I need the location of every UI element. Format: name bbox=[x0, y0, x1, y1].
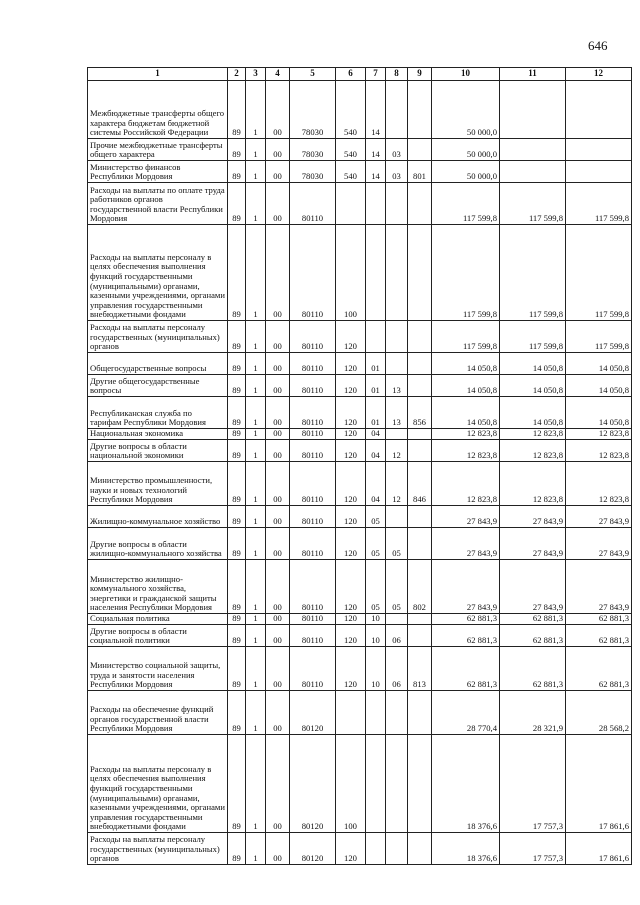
col-9 bbox=[408, 375, 432, 397]
col-2: 89 bbox=[228, 353, 246, 375]
amount-12: 62 881,3 bbox=[566, 625, 632, 647]
col-6: 120 bbox=[336, 528, 366, 560]
table-row bbox=[88, 691, 632, 735]
col-7: 14 bbox=[366, 81, 386, 139]
col-5: 80110 bbox=[290, 506, 336, 528]
col-4: 00 bbox=[266, 528, 290, 560]
amount-11 bbox=[500, 161, 566, 183]
table-row bbox=[88, 225, 632, 321]
table-row bbox=[88, 353, 632, 375]
table-row bbox=[88, 440, 632, 462]
col-2: 89 bbox=[228, 321, 246, 353]
column-header-10: 10 bbox=[432, 68, 500, 81]
col-2: 89 bbox=[228, 735, 246, 833]
amount-12: 14 050,8 bbox=[566, 353, 632, 375]
col-3: 1 bbox=[246, 833, 266, 865]
col-4: 00 bbox=[266, 625, 290, 647]
amount-10: 14 050,8 bbox=[432, 375, 500, 397]
col-9 bbox=[408, 625, 432, 647]
col-7: 14 bbox=[366, 139, 386, 161]
table-row bbox=[88, 647, 632, 691]
column-header-12: 12 bbox=[566, 68, 632, 81]
amount-11: 12 823,8 bbox=[500, 440, 566, 462]
col-7 bbox=[366, 691, 386, 735]
table-row bbox=[88, 139, 632, 161]
amount-10: 18 376,6 bbox=[432, 735, 500, 833]
col-8 bbox=[386, 691, 408, 735]
amount-10: 27 843,9 bbox=[432, 528, 500, 560]
table-row bbox=[88, 833, 632, 865]
amount-12: 62 881,3 bbox=[566, 647, 632, 691]
col-5: 80110 bbox=[290, 528, 336, 560]
column-header-7: 7 bbox=[366, 68, 386, 81]
col-8 bbox=[386, 353, 408, 375]
col-2: 89 bbox=[228, 375, 246, 397]
row-name: Национальная экономика bbox=[88, 429, 228, 440]
col-6: 120 bbox=[336, 625, 366, 647]
col-6: 120 bbox=[336, 397, 366, 429]
col-4: 00 bbox=[266, 560, 290, 614]
table-row bbox=[88, 506, 632, 528]
amount-11: 14 050,8 bbox=[500, 375, 566, 397]
col-4: 00 bbox=[266, 506, 290, 528]
amount-12 bbox=[566, 161, 632, 183]
col-7: 10 bbox=[366, 614, 386, 625]
amount-11: 14 050,8 bbox=[500, 353, 566, 375]
col-2: 89 bbox=[228, 429, 246, 440]
col-4: 00 bbox=[266, 353, 290, 375]
col-4: 00 bbox=[266, 183, 290, 225]
col-8: 12 bbox=[386, 462, 408, 506]
col-3: 1 bbox=[246, 139, 266, 161]
amount-12 bbox=[566, 139, 632, 161]
amount-10: 117 599,8 bbox=[432, 183, 500, 225]
col-5: 80110 bbox=[290, 440, 336, 462]
column-header-11: 11 bbox=[500, 68, 566, 81]
table-row bbox=[88, 462, 632, 506]
col-5: 80110 bbox=[290, 625, 336, 647]
amount-10: 50 000,0 bbox=[432, 161, 500, 183]
col-7: 04 bbox=[366, 462, 386, 506]
col-8 bbox=[386, 81, 408, 139]
col-5: 78030 bbox=[290, 81, 336, 139]
col-7: 01 bbox=[366, 353, 386, 375]
column-header-6: 6 bbox=[336, 68, 366, 81]
column-header-8: 8 bbox=[386, 68, 408, 81]
row-name: Министерство жилищно-коммунального хозяйства, энергетики и гражданской защиты населения Республики Мордовия bbox=[88, 560, 228, 614]
amount-11: 12 823,8 bbox=[500, 429, 566, 440]
amount-12 bbox=[566, 81, 632, 139]
col-3: 1 bbox=[246, 81, 266, 139]
col-7: 04 bbox=[366, 440, 386, 462]
col-3: 1 bbox=[246, 375, 266, 397]
table-body bbox=[88, 81, 632, 865]
col-9 bbox=[408, 735, 432, 833]
table-row bbox=[88, 81, 632, 139]
col-9 bbox=[408, 353, 432, 375]
amount-11: 117 599,8 bbox=[500, 183, 566, 225]
col-5: 80110 bbox=[290, 429, 336, 440]
row-name: Расходы на обеспечение функций органов государственной власти Республики Мордовия bbox=[88, 691, 228, 735]
col-5: 80110 bbox=[290, 647, 336, 691]
col-7: 05 bbox=[366, 528, 386, 560]
table-header-row bbox=[88, 68, 632, 81]
col-8 bbox=[386, 833, 408, 865]
amount-12: 12 823,8 bbox=[566, 429, 632, 440]
col-2: 89 bbox=[228, 462, 246, 506]
amount-10: 28 770,4 bbox=[432, 691, 500, 735]
col-3: 1 bbox=[246, 691, 266, 735]
col-8: 03 bbox=[386, 139, 408, 161]
amount-12: 12 823,8 bbox=[566, 462, 632, 506]
amount-12: 14 050,8 bbox=[566, 397, 632, 429]
row-name: Другие общегосударственные вопросы bbox=[88, 375, 228, 397]
col-8 bbox=[386, 225, 408, 321]
amount-10: 12 823,8 bbox=[432, 429, 500, 440]
amount-11: 27 843,9 bbox=[500, 506, 566, 528]
table-row bbox=[88, 161, 632, 183]
col-3: 1 bbox=[246, 161, 266, 183]
table-row bbox=[88, 614, 632, 625]
amount-10: 18 376,6 bbox=[432, 833, 500, 865]
amount-11: 117 599,8 bbox=[500, 225, 566, 321]
column-header-2: 2 bbox=[228, 68, 246, 81]
row-name: Министерство промышленности, науки и новых технологий Республики Мордовия bbox=[88, 462, 228, 506]
col-3: 1 bbox=[246, 225, 266, 321]
col-9: 801 bbox=[408, 161, 432, 183]
col-3: 1 bbox=[246, 462, 266, 506]
amount-10: 12 823,8 bbox=[432, 462, 500, 506]
col-9 bbox=[408, 183, 432, 225]
col-6: 120 bbox=[336, 560, 366, 614]
col-6: 120 bbox=[336, 647, 366, 691]
col-3: 1 bbox=[246, 506, 266, 528]
amount-12: 62 881,3 bbox=[566, 614, 632, 625]
col-3: 1 bbox=[246, 647, 266, 691]
col-4: 00 bbox=[266, 647, 290, 691]
col-6: 120 bbox=[336, 353, 366, 375]
column-header-3: 3 bbox=[246, 68, 266, 81]
col-4: 00 bbox=[266, 225, 290, 321]
amount-11: 62 881,3 bbox=[500, 647, 566, 691]
amount-12: 27 843,9 bbox=[566, 528, 632, 560]
col-9 bbox=[408, 139, 432, 161]
col-7: 04 bbox=[366, 429, 386, 440]
amount-12: 117 599,8 bbox=[566, 225, 632, 321]
col-2: 89 bbox=[228, 139, 246, 161]
col-8: 05 bbox=[386, 560, 408, 614]
table-row bbox=[88, 429, 632, 440]
col-2: 89 bbox=[228, 440, 246, 462]
col-4: 00 bbox=[266, 462, 290, 506]
amount-12: 28 568,2 bbox=[566, 691, 632, 735]
table-row bbox=[88, 183, 632, 225]
col-3: 1 bbox=[246, 353, 266, 375]
amount-11 bbox=[500, 81, 566, 139]
col-5: 80110 bbox=[290, 397, 336, 429]
col-6: 120 bbox=[336, 833, 366, 865]
col-5: 80110 bbox=[290, 183, 336, 225]
row-name: Другие вопросы в области социальной политики bbox=[88, 625, 228, 647]
col-7 bbox=[366, 321, 386, 353]
col-8: 06 bbox=[386, 625, 408, 647]
col-4: 00 bbox=[266, 397, 290, 429]
row-name: Прочие межбюджетные трансферты общего характера bbox=[88, 139, 228, 161]
col-6: 120 bbox=[336, 440, 366, 462]
col-6: 120 bbox=[336, 429, 366, 440]
col-6: 120 bbox=[336, 375, 366, 397]
col-2: 89 bbox=[228, 647, 246, 691]
row-name: Социальная политика bbox=[88, 614, 228, 625]
column-header-4: 4 bbox=[266, 68, 290, 81]
col-6: 540 bbox=[336, 139, 366, 161]
col-8: 13 bbox=[386, 397, 408, 429]
col-4: 00 bbox=[266, 321, 290, 353]
col-4: 00 bbox=[266, 139, 290, 161]
amount-12: 12 823,8 bbox=[566, 440, 632, 462]
col-3: 1 bbox=[246, 528, 266, 560]
amount-10: 27 843,9 bbox=[432, 506, 500, 528]
amount-10: 50 000,0 bbox=[432, 81, 500, 139]
col-7: 05 bbox=[366, 506, 386, 528]
col-9 bbox=[408, 440, 432, 462]
amount-12: 17 861,6 bbox=[566, 833, 632, 865]
col-9: 802 bbox=[408, 560, 432, 614]
amount-12: 27 843,9 bbox=[566, 560, 632, 614]
col-8 bbox=[386, 506, 408, 528]
col-3: 1 bbox=[246, 183, 266, 225]
col-2: 89 bbox=[228, 625, 246, 647]
column-header-1: 1 bbox=[88, 68, 228, 81]
col-9 bbox=[408, 833, 432, 865]
col-3: 1 bbox=[246, 614, 266, 625]
row-name: Расходы на выплаты персоналу государственных (муниципальных) органов bbox=[88, 833, 228, 865]
table-row bbox=[88, 528, 632, 560]
col-4: 00 bbox=[266, 440, 290, 462]
col-7 bbox=[366, 735, 386, 833]
col-2: 89 bbox=[228, 161, 246, 183]
row-name: Расходы на выплаты персоналу государственных (муниципальных) органов bbox=[88, 321, 228, 353]
col-6: 120 bbox=[336, 506, 366, 528]
col-2: 89 bbox=[228, 528, 246, 560]
col-9: 813 bbox=[408, 647, 432, 691]
table-row bbox=[88, 397, 632, 429]
col-8 bbox=[386, 183, 408, 225]
amount-12: 14 050,8 bbox=[566, 375, 632, 397]
col-9: 846 bbox=[408, 462, 432, 506]
col-4: 00 bbox=[266, 614, 290, 625]
amount-11: 27 843,9 bbox=[500, 528, 566, 560]
row-name: Министерство финансов Республики Мордовия bbox=[88, 161, 228, 183]
col-2: 89 bbox=[228, 506, 246, 528]
col-8: 05 bbox=[386, 528, 408, 560]
amount-10: 62 881,3 bbox=[432, 625, 500, 647]
col-8: 12 bbox=[386, 440, 408, 462]
col-6: 100 bbox=[336, 735, 366, 833]
amount-10: 12 823,8 bbox=[432, 440, 500, 462]
col-4: 00 bbox=[266, 161, 290, 183]
amount-12: 117 599,8 bbox=[566, 321, 632, 353]
amount-11: 62 881,3 bbox=[500, 614, 566, 625]
col-9 bbox=[408, 321, 432, 353]
col-8: 13 bbox=[386, 375, 408, 397]
amount-11: 14 050,8 bbox=[500, 397, 566, 429]
amount-10: 14 050,8 bbox=[432, 353, 500, 375]
col-6: 540 bbox=[336, 81, 366, 139]
col-6: 120 bbox=[336, 614, 366, 625]
col-5: 80120 bbox=[290, 691, 336, 735]
amount-12: 117 599,8 bbox=[566, 183, 632, 225]
col-2: 89 bbox=[228, 397, 246, 429]
table-row bbox=[88, 625, 632, 647]
col-2: 89 bbox=[228, 560, 246, 614]
col-5: 80110 bbox=[290, 321, 336, 353]
amount-10: 117 599,8 bbox=[432, 321, 500, 353]
col-9: 856 bbox=[408, 397, 432, 429]
row-name: Другие вопросы в области жилищно-коммунального хозяйства bbox=[88, 528, 228, 560]
col-8 bbox=[386, 429, 408, 440]
col-6 bbox=[336, 691, 366, 735]
row-name: Министерство социальной защиты, труда и занятости населения Республики Мордовия bbox=[88, 647, 228, 691]
col-5: 80110 bbox=[290, 614, 336, 625]
amount-10: 62 881,3 bbox=[432, 647, 500, 691]
amount-10: 27 843,9 bbox=[432, 560, 500, 614]
col-6: 120 bbox=[336, 321, 366, 353]
table-row bbox=[88, 321, 632, 353]
row-name: Республиканская служба по тарифам Республики Мордовия bbox=[88, 397, 228, 429]
amount-11: 17 757,3 bbox=[500, 833, 566, 865]
column-header-5: 5 bbox=[290, 68, 336, 81]
row-name: Общегосударственные вопросы bbox=[88, 353, 228, 375]
col-4: 00 bbox=[266, 735, 290, 833]
col-3: 1 bbox=[246, 429, 266, 440]
table-row bbox=[88, 735, 632, 833]
col-6: 100 bbox=[336, 225, 366, 321]
col-7: 14 bbox=[366, 161, 386, 183]
col-9 bbox=[408, 225, 432, 321]
col-5: 80110 bbox=[290, 225, 336, 321]
row-name: Расходы на выплаты по оплате труда работников органов государственной власти Республики Мордовия bbox=[88, 183, 228, 225]
amount-11: 27 843,9 bbox=[500, 560, 566, 614]
col-5: 80120 bbox=[290, 735, 336, 833]
row-name: Межбюджетные трансферты общего характера бюджетам бюджетной системы Российской Федерации bbox=[88, 81, 228, 139]
col-3: 1 bbox=[246, 397, 266, 429]
col-3: 1 bbox=[246, 321, 266, 353]
col-7: 10 bbox=[366, 647, 386, 691]
row-name: Другие вопросы в области национальной экономики bbox=[88, 440, 228, 462]
col-5: 80120 bbox=[290, 833, 336, 865]
col-9 bbox=[408, 691, 432, 735]
col-8: 03 bbox=[386, 161, 408, 183]
col-6: 540 bbox=[336, 161, 366, 183]
col-6: 120 bbox=[336, 462, 366, 506]
col-8 bbox=[386, 321, 408, 353]
col-3: 1 bbox=[246, 735, 266, 833]
column-header-9: 9 bbox=[408, 68, 432, 81]
col-5: 80110 bbox=[290, 560, 336, 614]
amount-11 bbox=[500, 139, 566, 161]
col-3: 1 bbox=[246, 625, 266, 647]
col-7 bbox=[366, 833, 386, 865]
col-5: 78030 bbox=[290, 161, 336, 183]
col-5: 80110 bbox=[290, 353, 336, 375]
amount-11: 28 321,9 bbox=[500, 691, 566, 735]
col-5: 80110 bbox=[290, 375, 336, 397]
col-4: 00 bbox=[266, 81, 290, 139]
col-9 bbox=[408, 528, 432, 560]
col-7 bbox=[366, 225, 386, 321]
col-6 bbox=[336, 183, 366, 225]
col-2: 89 bbox=[228, 614, 246, 625]
row-name: Жилищно-коммунальное хозяйство bbox=[88, 506, 228, 528]
amount-11: 12 823,8 bbox=[500, 462, 566, 506]
col-7: 05 bbox=[366, 560, 386, 614]
col-4: 00 bbox=[266, 833, 290, 865]
col-4: 00 bbox=[266, 375, 290, 397]
col-9 bbox=[408, 506, 432, 528]
col-7: 01 bbox=[366, 375, 386, 397]
col-8: 06 bbox=[386, 647, 408, 691]
col-4: 00 bbox=[266, 429, 290, 440]
col-7: 10 bbox=[366, 625, 386, 647]
amount-10: 117 599,8 bbox=[432, 225, 500, 321]
col-8 bbox=[386, 735, 408, 833]
amount-10: 50 000,0 bbox=[432, 139, 500, 161]
col-4: 00 bbox=[266, 691, 290, 735]
amount-10: 14 050,8 bbox=[432, 397, 500, 429]
col-2: 89 bbox=[228, 691, 246, 735]
table-row bbox=[88, 375, 632, 397]
col-9 bbox=[408, 429, 432, 440]
budget-table bbox=[87, 67, 632, 865]
amount-11: 17 757,3 bbox=[500, 735, 566, 833]
table-row bbox=[88, 560, 632, 614]
col-2: 89 bbox=[228, 833, 246, 865]
amount-12: 27 843,9 bbox=[566, 506, 632, 528]
col-2: 89 bbox=[228, 225, 246, 321]
col-2: 89 bbox=[228, 81, 246, 139]
col-8 bbox=[386, 614, 408, 625]
col-7: 01 bbox=[366, 397, 386, 429]
amount-11: 62 881,3 bbox=[500, 625, 566, 647]
col-3: 1 bbox=[246, 560, 266, 614]
col-9 bbox=[408, 614, 432, 625]
col-7 bbox=[366, 183, 386, 225]
col-5: 80110 bbox=[290, 462, 336, 506]
page-number: 646 bbox=[588, 38, 608, 53]
col-3: 1 bbox=[246, 440, 266, 462]
amount-11: 117 599,8 bbox=[500, 321, 566, 353]
col-9 bbox=[408, 81, 432, 139]
col-5: 78030 bbox=[290, 139, 336, 161]
row-name: Расходы на выплаты персоналу в целях обеспечения выполнения функций государственными (муниципальными) органами, казенными учреждениями, органами управления государственными внебюджетными фондами bbox=[88, 735, 228, 833]
col-2: 89 bbox=[228, 183, 246, 225]
row-name: Расходы на выплаты персоналу в целях обеспечения выполнения функций государственными (муниципальными) органами, казенными учреждениями, органами управления государственными внебюджетными фондами bbox=[88, 225, 228, 321]
amount-10: 62 881,3 bbox=[432, 614, 500, 625]
amount-12: 17 861,6 bbox=[566, 735, 632, 833]
